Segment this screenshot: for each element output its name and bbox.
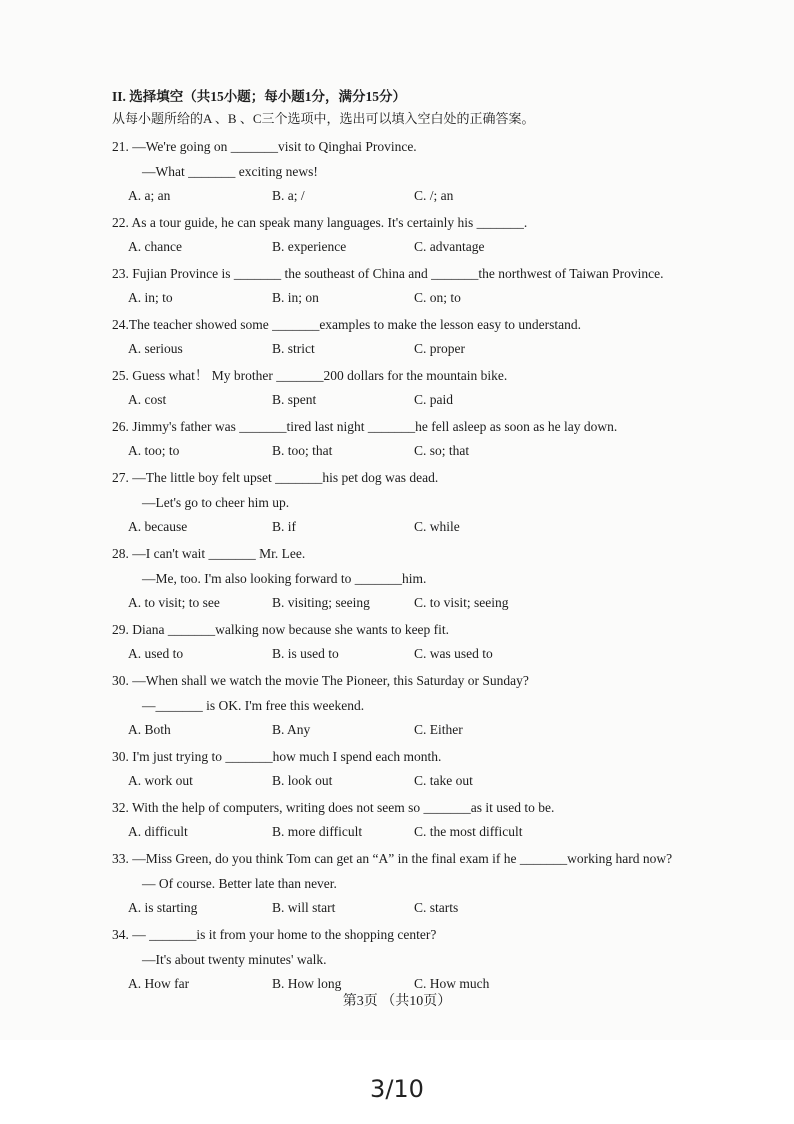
option-c: C. paid [414,392,453,407]
question-item [112,261,732,312]
option-a: A. is starting [128,900,198,915]
page-indicator: 3/10 [370,1075,424,1103]
question-dialogue-line: — Of course. Better late than never. [142,876,337,891]
option-b: B. more difficult [272,824,363,839]
question-stem: 30. —When shall we watch the movie The Pioneer, this Saturday or Sunday? [112,673,529,688]
option-a: A. serious [128,341,183,356]
option-b: B. look out [272,773,333,788]
question-stem: 23. Fujian Province is _______ the southeast of China and _______the northwest of Taiwan Province. [112,266,664,281]
option-b: B. How long [272,976,342,991]
option-c: C. take out [414,773,473,788]
option-c: C. starts [414,900,459,915]
option-c: C. proper [414,341,465,356]
option-a: A. chance [128,239,182,254]
answer-options [112,286,732,312]
answer-options [112,820,732,846]
option-c: C. How much [414,976,490,991]
option-a: A. work out [128,773,193,788]
question-stem: 34. — _______is it from your home to the shopping center? [112,927,437,942]
option-b: B. in; on [272,290,319,305]
question-item [112,414,732,465]
question-item [112,922,732,998]
option-c: C. while [414,519,460,534]
option-c: C. advantage [414,239,485,254]
question-stem: 32. With the help of computers, writing does not seem so _______as it used to be. [112,800,555,815]
question-stem: 22. As a tour guide, he can speak many languages. It's certainly his _______. [112,215,528,230]
option-a: A. in; to [128,290,173,305]
question-item [112,668,732,744]
question-list [112,134,732,998]
option-b: B. spent [272,392,317,407]
question-stem: 27. —The little boy felt upset _______his pet dog was dead. [112,470,439,485]
option-b: B. Any [272,722,311,737]
answer-options [112,235,732,261]
answer-options [112,642,732,668]
option-b: B. is used to [272,646,339,661]
option-b: B. too; that [272,443,333,458]
option-c: C. Either [414,722,463,737]
question-item [112,744,732,795]
answer-options [112,896,732,922]
answer-options [112,591,732,617]
section-title: II. 选择填空（共15小题；每小题1分，满分15分） [112,89,407,104]
option-c: C. was used to [414,646,493,661]
question-item [112,465,732,541]
answer-options [112,515,732,541]
question-stem: 28. —I can't wait _______ Mr. Lee. [112,546,306,561]
option-c: C. the most difficult [414,824,523,839]
question-item [112,134,732,210]
option-a: A. too; to [128,443,180,458]
question-stem: 21. —We're going on _______visit to Qinghai Province. [112,139,417,154]
question-stem: 29. Diana _______walking now because she wants to keep fit. [112,622,450,637]
answer-options [112,439,732,465]
answer-options [112,184,732,210]
question-item [112,846,732,922]
option-a: A. cost [128,392,167,407]
question-item [112,210,732,261]
question-stem: 33. —Miss Green, do you think Tom can get an “A” in the final exam if he _______working hard now? [112,851,673,866]
question-dialogue-line: —Let's go to cheer him up. [142,495,290,510]
option-a: A. difficult [128,824,188,839]
option-a: A. a; an [128,188,171,203]
option-b: B. if [272,519,297,534]
option-b: B. visiting; seeing [272,595,370,610]
question-dialogue-line: —It's about twenty minutes' walk. [142,952,327,967]
option-b: B. experience [272,239,347,254]
option-b: B. strict [272,341,315,356]
option-a: A. used to [128,646,184,661]
answer-options [112,769,732,795]
option-c: C. to visit; seeing [414,595,509,610]
question-stem: 30. I'm just trying to _______how much I spend each month. [112,749,442,764]
option-b: B. a; / [272,188,305,203]
question-item [112,312,732,363]
option-a: A. Both [128,722,171,737]
question-dialogue-line: —What _______ exciting news! [142,164,318,179]
option-c: C. so; that [414,443,470,458]
option-b: B. will start [272,900,336,915]
option-a: A. to visit; to see [128,595,220,610]
answer-options [112,337,732,363]
question-item [112,363,732,414]
question-dialogue-line: —_______ is OK. I'm free this weekend. [142,698,365,713]
question-item [112,541,732,617]
question-item [112,795,732,846]
answer-options [112,718,732,744]
question-dialogue-line: —Me, too. I'm also looking forward to _______him. [142,571,427,586]
question-stem: 26. Jimmy's father was _______tired last night _______he fell asleep as soon as he lay down. [112,419,618,434]
question-item [112,617,732,668]
option-a: A. How far [128,976,190,991]
question-stem: 24.The teacher showed some _______examples to make the lesson easy to understand. [112,317,581,332]
section-instruction: 从每小题所给的A 、B 、C三个选项中，选出可以填入空白处的正确答案。 [112,111,535,126]
exam-content [112,86,732,998]
option-a: A. because [128,519,188,534]
question-stem: 25. Guess what！ My brother _______200 dollars for the mountain bike. [112,368,508,383]
page-number-label: 第3页 （共10页） [342,994,452,1009]
answer-options [112,388,732,414]
option-c: C. on; to [414,290,461,305]
option-c: C. /; an [414,188,454,203]
